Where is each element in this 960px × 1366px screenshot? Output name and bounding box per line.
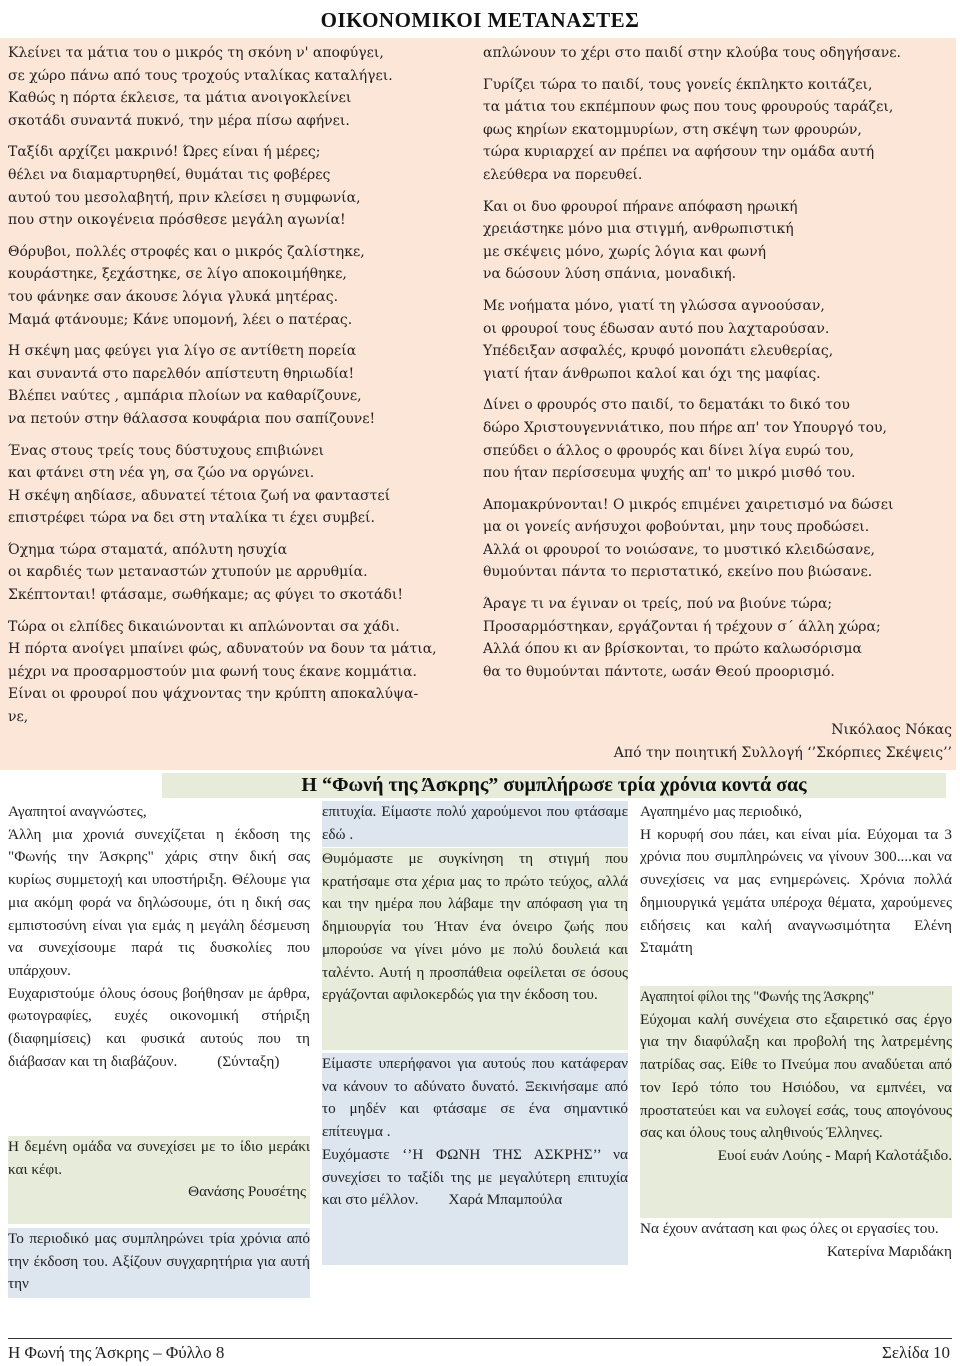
stanza-gap (8, 530, 468, 539)
poem-line: δώρο Χριστουγεννιάτικο, που πήρε απ' τον Υπουργό του, (483, 419, 887, 436)
poem-line: Ένας στους τρείς τους δύστυχους επιβιώνει (8, 442, 325, 459)
poem-line: μα οι γονείς ανήσυχοι φοβούνται, μην τους προδώσει. (483, 519, 870, 536)
poem-line: Η σκέψη μας φεύγει για λίγο σε αντίθετη πορεία (8, 343, 357, 360)
poem-line: που στην οικογένεια πρόσθεσε μεγάλη αγωνία! (8, 212, 346, 229)
wish-signature: Ελένη Σταμάτη (640, 916, 952, 957)
wish-text: Είμαστε υπερήφανοι για αυτούς που κατάφεραν να κάνουν το αδύνατο δυνατό. Ξεκινήσαμε από το μηδέν και φτάσαμε σε ένα σημαντικό επίτευγμα . (322, 1055, 628, 1141)
poem-line: Αλλά όπου κι αν βρίσκονται, το πρώτο καλωσόρισμα (483, 641, 862, 658)
poem-author: Νικόλαος Νόκας (831, 722, 952, 738)
stanza-gap (8, 607, 468, 616)
poem-line: Βλέπει ναύτες , αμπάρια πλοίων να καθαρίζουνε, (8, 388, 362, 405)
poem-line: θα το θυμούνται πάντοτε, ωσάν Θεού προορισμό. (483, 663, 835, 680)
wish-text: Θυμόμαστε με συγκίνηση τη στιγμή που κρατήσαμε στα χέρια μας το πρώτο τεύχος, αλλά και την ημέρα που λάβαμε την απόφαση για τη δημιουργία του Ήταν ένα όνειρο ζωής που μπορούσε να γίνει μόνο με πολύ δουλειά και ταλέντο. Αυτή η προσπάθεια οφείλεται σε όσους εργάζονται αφιλοκερδώς για την έκδοση του. (322, 850, 628, 1004)
stanza-gap (483, 187, 953, 196)
wish-box-maridaki (640, 1218, 952, 1263)
stanza-gap (8, 132, 468, 141)
poem-line: θέλει να διαμαρτυρηθεί, θυμάται τις φοβέρες (8, 166, 331, 183)
stanza-gap (483, 286, 953, 295)
poem-line: Υπέδειξαν ασφαλές, κρυφό μονοπάτι ελευθερίας, (483, 343, 834, 360)
stanza-gap (483, 584, 953, 593)
poem-line: γιατί ήταν άνθρωποι καλοί και όχι της μαφίας. (483, 365, 821, 382)
poem-line: Κλείνει τα μάτια του ο μικρός τη σκόνη ν' αποφύγει, (8, 45, 384, 61)
poem-line: ελεύθερα να πορευθεί. (483, 166, 643, 183)
stanza-gap (8, 331, 468, 340)
poem-line: οι φρουροί τους έδωσαν αυτό που λαχταρούσαν. (483, 320, 830, 337)
footer-publication: Η Φωνή της Άσκρης – Φύλλο 8 (8, 1343, 225, 1362)
wish-greeting: Αγαπητοί φίλοι της "Φωνής της Άσκρης" (640, 989, 875, 1005)
wish-box-louis (640, 986, 952, 1218)
poem-line: Καθώς η πόρτα έκλεισε, τα μάτια ανοιγοκλείνει (8, 90, 352, 107)
poem-line: απλώνουν το χέρι στο παιδί στην κλούβα τους οδηγήσανε. (483, 45, 901, 61)
wish-box-top (322, 801, 628, 847)
poem-line: και φτάνει στη νέα γη, σα ζώο να οργώνει. (8, 465, 315, 482)
poem-line: του φάνηκε σαν άκουσε λόγια γλυκά μητέρας. (8, 288, 339, 305)
editorial-paragraph: Ευχαριστούμε όλους όσους βοήθησαν με άρθρα, φωτογραφίες, ευχές οικονομική στήριξη (διαφημίσεις) και φυσικά αυτούς που τη διάβασαν και τη διαβάζουν. (Σύνταξη) (8, 984, 310, 1070)
poem-line: Η πόρτα ανοίγει μπαίνει φώς, αδυνατούν να δουν τα μάτια, (8, 641, 437, 658)
poem-line: τα μάτια του εκπέμπουν φως που τους φρουρούς ταράζει, (483, 99, 894, 116)
poem-line: Η σκέψη αηδίασε, αδυνατεί τέτοια ζωή να φανταστεί (8, 487, 391, 504)
poem-line: να δώσουν λύση σπάνια, μοναδική. (483, 266, 737, 283)
wish-box-babula (322, 1053, 628, 1265)
poem-line: Άραγε τι να έγιναν οι τρείς, πού να βιούνε τώρα; (483, 596, 833, 613)
poem-line: κουράστηκε, ξεχάστηκε, σε λίγο αποκοιμήθηκε, (8, 266, 347, 283)
poem-line: Σκέπτονται! φτάσαμε, σωθήκαμε; ας φύγει το σκοτάδι! (8, 587, 404, 604)
poem-left-column (8, 42, 468, 729)
poem-line: Τώρα οι ελπίδες δικαιώνονται κι απλώνονται σα χάδι. (8, 618, 400, 635)
poem-line: τώρα κυριαρχεί αν πρέπει να αφήσουν την ομάδα αυτή (483, 144, 875, 161)
poem-line: χρειάστηκε μόνο μια στιγμή, ανθρωπιστική (483, 221, 794, 238)
poem-line: σκοτάδι συναντά πυκνό, την μέρα πίσω αφήνει. (8, 112, 350, 129)
poem-line: μέχρι να προσαρμοστούν μια φωνή τους έκανε κομμάτια. (8, 663, 417, 680)
stanza-gap (483, 485, 953, 494)
poem-line: Δίνει ο φρουρός στο παιδί, το δεματάκι το δικό του (483, 397, 850, 414)
poem-right-column (483, 42, 953, 683)
poem-line: οι καρδιές των μεταναστών χτυπούν με αρρυθμία. (8, 564, 368, 581)
stanza-gap (483, 385, 953, 394)
poem-line: Γυρίζει τώρα το παιδί, τους γονείς έκπληκτο κοιτάζει, (483, 76, 873, 93)
editorial-note (8, 801, 310, 1073)
stanza-gap (483, 65, 953, 74)
poem-line: Θόρυβοι, πολλές στροφές και ο μικρός ζαλίστηκε, (8, 243, 365, 260)
poem-line: επιστρέφει τώρα να δει στη νταλίκα τι έχει συμβεί. (8, 510, 375, 527)
stanza-gap (8, 232, 468, 241)
poem-line: αυτού του μεσολαβητή, πριν κλείσει η συμφωνία, (8, 189, 361, 206)
footer-page-number: Σελίδα 10 (881, 1343, 950, 1362)
wish-box-stamati (640, 801, 952, 960)
poem-line: Μαμά φτάνουμε; Κάνε υπομονή, λέει ο πατέρας. (8, 311, 353, 328)
stanza-gap (8, 431, 468, 440)
wish-text: επιτυχία. Είμαστε πολύ χαρούμενοι που φτάσαμε εδώ . (322, 803, 628, 843)
poem-line: Προσαρμόστηκαν, εργάζονται ή τρέχουν σ΄ άλλη χώρα; (483, 618, 881, 635)
poem-line: φως κηρίων εκατομμυρίων, στη σκέψη των φρουρών, (483, 121, 862, 138)
poem-line: Ταξίδι αρχίζει μακρινό! Ώρες είναι ή μέρες; (8, 144, 321, 161)
poem-line: Όχημα τώρα σταματά, απόλυτη ησυχία (8, 541, 288, 558)
poem-line: που ήταν περίσσευμα ψυχής απ' το μικρό μισθό του. (483, 465, 856, 482)
anniversary-banner: Η “Φωνή της Άσκρης” συμπλήρωσε τρία χρόνια κοντά σας (162, 773, 946, 798)
poem-line: και συναντά στο παρελθόν απίστευτη θηριωδία! (8, 365, 355, 382)
poem-line: θυμούνται πάντα το περιστατικό, εκείνο που βιώσανε. (483, 564, 873, 581)
wish-box-magazine (8, 1228, 310, 1298)
wish-text: Η δεμένη ομάδα να συνεχίσει με το ίδιο μεράκι και κέφι. (8, 1138, 310, 1178)
wish-text: Ευχόμαστε ‘’Η ΦΩΝΗ ΤΗΣ ΑΣΚΡΗΣ’’ να συνεχίσει το ταξίδι της με μεγαλύτερη επιτυχία και στο μέλλον. Χαρά Μπαμπούλα (322, 1145, 628, 1209)
editorial-greeting: Αγαπητοί αναγνώστες, (8, 803, 147, 820)
poem-line: σπεύδει ο άλλος ο φρουρός και δίνει λίγα ευρώ του, (483, 442, 855, 459)
wish-text: Το περιοδικό μας συμπληρώνει τρία χρόνια από την έκδοση του. Αξίζουν συγχαρητήρια για αυτή την (8, 1230, 310, 1293)
poem-source: Από την ποιητική Συλλογή ‘’Σκόρπιες Σκέψεις’’ (613, 745, 952, 761)
wish-box-memories (322, 848, 628, 1050)
footer-divider (8, 1338, 952, 1339)
wish-text: Να έχουν ανάταση και φως όλες οι εργασίες του. (640, 1220, 939, 1237)
poem-line: Απομακρύνονται! Ο μικρός επιμένει χαιρετισμό να δώσει (483, 496, 894, 513)
wish-box-rousetis (8, 1136, 310, 1224)
poem-line: σε χώρο πάνω από τους τροχούς νταλίκας καταλήγει. (8, 67, 393, 84)
poem-line: νε, (8, 709, 29, 726)
wish-signature: Κατερίνα Μαριδάκη (827, 1242, 952, 1260)
editorial-signature: (Σύνταξη) (217, 1052, 280, 1070)
poem-line: Είναι οι φρουροί που ψάχνοντας την κρύπτη αποκαλύψα- (8, 686, 419, 703)
wish-signature: Ευοί ευάν Λούης - Μαρή Καλοτάξιδο. (717, 1146, 952, 1164)
poem-line: Με νοήματα μόνο, γιατί τη γλώσσα αγνοούσαν, (483, 297, 825, 314)
wish-signature: Χαρά Μπαμπούλα (448, 1191, 563, 1209)
poem-line: με σκέψεις μόνο, χωρίς λόγια και φωνή (483, 243, 766, 260)
poem-line: να πετούν στην θάλασσα κουφάρια που σαπίζουνε! (8, 410, 376, 427)
editorial-paragraph: Άλλη μια χρονιά συνεχίζεται η έκδοση της "Φωνής την Άσκρης" χάρις στην δική σας κυρίως συμμετοχή και υποστήριξη. Θέλουμε για μια ακόμη φορά να δηλώσουμε, ότι η δική σας εμπιστοσύνη είναι για εμάς η μεγάλη δέσμευση να συνεχίσουμε παρά τις δυσκολίες που υπάρχουν. (8, 825, 310, 979)
wish-signature: Θανάσης Ρουσέτης (188, 1183, 306, 1201)
wish-text: Εύχομαι καλή συνέχεια στο εξαιρετικό σας έργο για την διαφύλαξη και προβολή της λατρεμένης πατρίδας σας. Είθε το Πνεύμα που αναδύεται από τον Ιερό τόπο του Ησιόδου, να εμπνέει, να προστατεύει και να ευλογεί εσάς, τους απογόνους σας και όλους τους αληθινούς Έλληνες. (640, 1010, 952, 1142)
wish-greeting: Αγαπημένο μας περιοδικό, (640, 803, 803, 820)
page-title: ΟΙΚΟΝΟΜΙΚΟΙ ΜΕΤΑΝΑΣΤΕΣ (320, 8, 640, 32)
poem-line: Και οι δυο φρουροί πήρανε απόφαση ηρωική (483, 198, 798, 215)
wish-text: Η κορυφή σου πάει, και είναι μία. Εύχομαι τα 3 χρόνια που συμπληρώνεις να γίνουν 300....και να συνεχίσεις να μας ενημερώνεις. Χρόνια πολλά δημιουργικά γεμάτα υπέροχα θέματα, χαρούμενες ειδήσεις και καλή αναγνωσιμότητα Ελένη Σταμάτη (640, 825, 952, 957)
poem-line: Αλλά οι φρουροί το νοιώσανε, το μυστικό κλειδώσανε, (483, 541, 875, 558)
